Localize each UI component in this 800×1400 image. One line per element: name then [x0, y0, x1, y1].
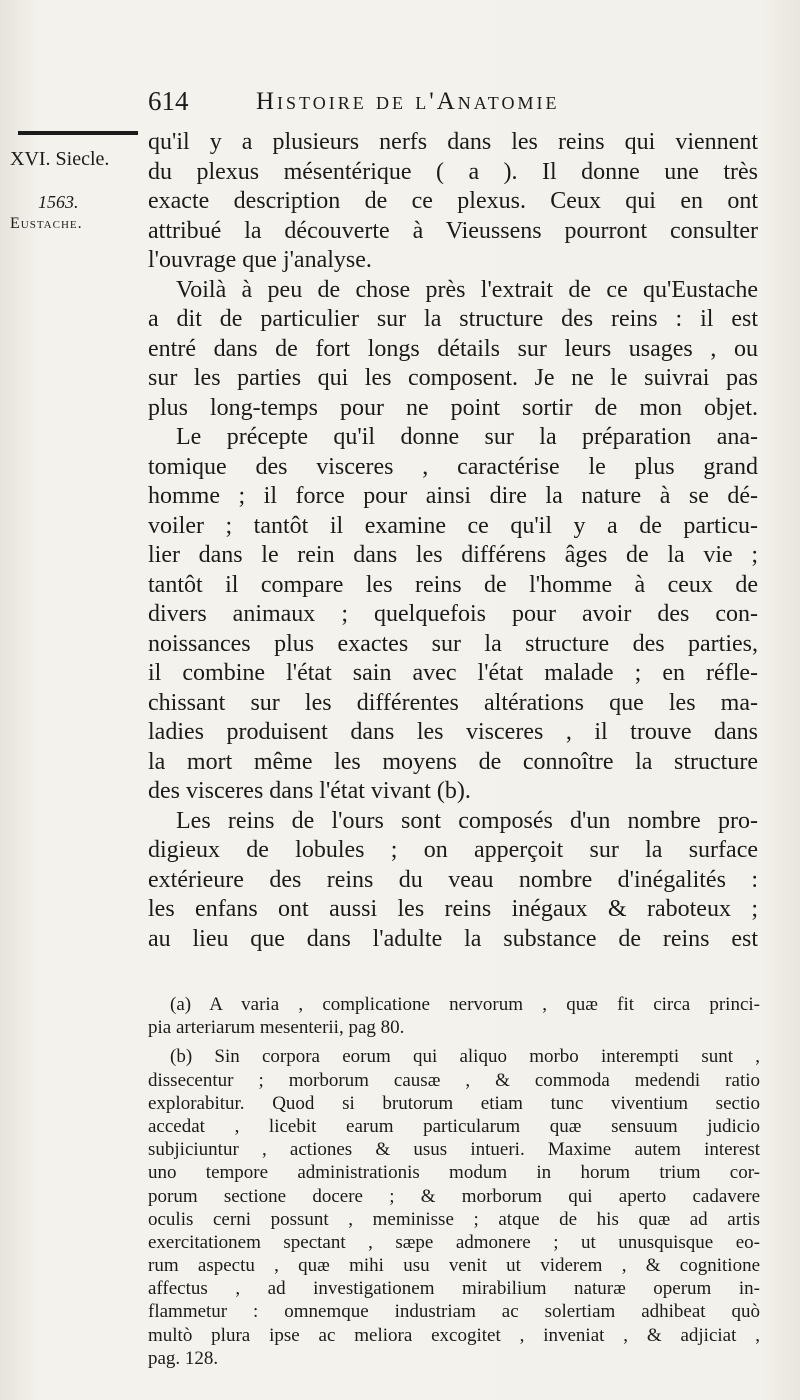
body-line: divers animaux ; quelquefois pour avoir des con-	[148, 601, 758, 627]
body-line: sur les parties qui les composent. Je ne le suivrai pas	[148, 365, 758, 391]
body-line: digieux de lobules ; on apperçoit sur la surface	[148, 837, 758, 863]
paragraph-start: Voilà à peu de chose près l'extrait de ce qu'Eustache	[176, 276, 758, 303]
footnote-b-line: uno tempore administrationis modum in horum trium cor-	[148, 1162, 760, 1184]
paragraph-start: Le précepte qu'il donne sur la préparation ana-	[176, 424, 758, 450]
body-line: exacte description de ce plexus. Ceux qui en ont	[148, 188, 758, 214]
body-text	[148, 128, 758, 954]
footnote-b-line: pag. 128.	[148, 1347, 219, 1369]
body-line: extérieure des reins du veau nombre d'inégalités :	[148, 866, 758, 893]
body-line: au lieu que dans l'adulte la substance de reins est	[148, 925, 758, 952]
footnote-b-line: affectus , ad investigationem mirabilium naturæ operum in-	[148, 1278, 760, 1300]
footnote-b-line: explorabitur. Quod si brutorum etiam tunc viventium sectio	[148, 1092, 760, 1114]
footnote-a-line: pia arteriarum mesenterii, pag 80.	[148, 1017, 405, 1039]
footnote-b-line: dissecentur ; morborum causæ , & commoda medendi ratio	[148, 1069, 760, 1091]
body-line: noissances plus exactes sur la structure des parties,	[148, 630, 758, 657]
body-line: du plexus mésentérique ( a ). Il donne une très	[148, 158, 758, 185]
body-line: l'ouvrage que j'analyse.	[148, 247, 372, 273]
paragraph-start: Les reins de l'ours sont composés d'un nombre pro-	[176, 807, 758, 834]
footnote-b-line: flammetur : omnemque industriam ac solertiam adhibeat quò	[148, 1301, 760, 1323]
body-line: plus long-temps pour ne point sortir de mon objet.	[148, 394, 758, 421]
margin-year: 1563.	[38, 192, 79, 212]
footnote-b-line: subjiciuntur , actiones & usus intueri. Maxime autem interest	[148, 1139, 760, 1161]
margin-rule	[18, 131, 138, 135]
body-line: voiler ; tantôt il examine ce qu'il y a de particu-	[148, 512, 758, 539]
running-title: Histoire de l'Anatomie	[256, 88, 560, 115]
margin-author: Eustache.	[10, 215, 83, 232]
body-line: tomique des visceres , caractérise le plus grand	[148, 453, 758, 480]
footnote-b-line: rum aspectu , quæ mihi usu venit ut viderem , & cognitione	[148, 1255, 760, 1277]
footnote-b-line: multò plura ipse ac meliora excogitet , inveniat , & adjiciat ,	[148, 1324, 760, 1346]
body-line: lier dans le rein dans les différens âges de la vie ;	[148, 542, 758, 568]
footnote-a-line: (a) A varia , complicatione nervorum , quæ fit circa princi-	[170, 994, 760, 1015]
footnote-b-line: porum sectione docere ; & morborum qui aperto cadavere	[148, 1185, 760, 1207]
body-line: entré dans de fort longs détails sur leurs usages , ou	[148, 335, 758, 362]
body-line: chissant sur les différentes altérations que les ma-	[148, 689, 758, 716]
footnote-b-line: (b) Sin corpora eorum qui aliquo morbo interempti sunt ,	[170, 1046, 760, 1068]
body-line: la mort même les moyens de connoître la structure	[148, 748, 758, 775]
footnote-b-line: exercitationem spectant , sæpe admonere ; ut unusquisque eo-	[148, 1231, 760, 1253]
body-line: attribué la découverte à Vieussens pourront consulter	[148, 217, 758, 244]
body-line: il combine l'état sain avec l'état malade ; en réfle-	[148, 660, 758, 686]
page-number: 614	[148, 86, 189, 116]
body-line: a dit de particulier sur la structure des reins : il est	[148, 306, 758, 332]
footnotes	[148, 993, 760, 1370]
margin-century: XVI. Siecle.	[10, 148, 110, 170]
footnote-b-line: accedat , licebit earum particularum quæ sensuum judicio	[148, 1115, 760, 1137]
body-line: qu'il y a plusieurs nerfs dans les reins qui viennent	[148, 129, 758, 155]
page-header	[148, 86, 788, 122]
body-line: les enfans ont aussi les reins inégaux & raboteux ;	[148, 896, 758, 922]
footnote-b-line: oculis cerni possunt , meminisse ; atque de his quæ ad artis	[148, 1208, 760, 1230]
body-line: des visceres dans l'état vivant (b).	[148, 778, 471, 804]
body-line: homme ; il force pour ainsi dire la nature à se dé-	[148, 483, 758, 509]
body-line: ladies produisent dans les visceres , il trouve dans	[148, 719, 758, 745]
body-line: tantôt il compare les reins de l'homme à ceux de	[148, 571, 758, 598]
